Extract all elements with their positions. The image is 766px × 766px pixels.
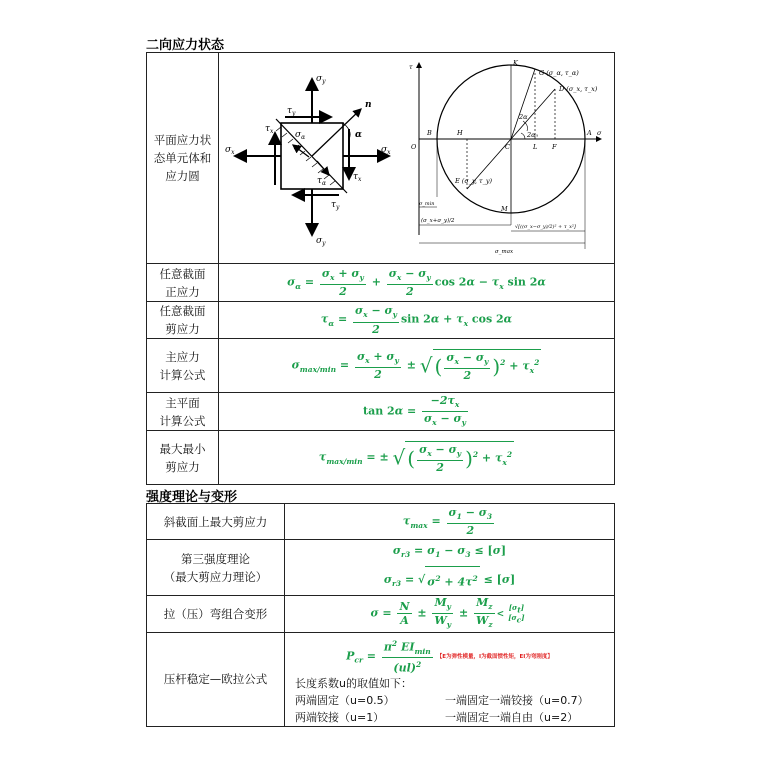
label-tau-x-right: $\tau_x$ [353,172,362,183]
section-title-strength-theory: 强度理论与变形 [146,490,238,505]
label-line: 剪应力 [165,322,200,336]
formula-third-theory: $\sigma_{r3} = \sigma_1 - \sigma_3 \le [\sigma]$ $\sigma_{r3}$ = √ $\sigma^2 + 4\tau^2 \le [\sigma]$ [285,540,615,596]
label-line: 第三强度理论 [181,551,250,566]
label-sigma-y-bottom: $\sigma_y$ [316,236,326,247]
mohr-C: C [505,143,510,151]
row-label-max-min-shear [147,431,219,485]
label-line: （最大剪应力理论） [163,569,268,584]
label-sigma-y: $\sigma_y$ [316,74,326,85]
stress-element-diagram [221,57,396,257]
row-label-principal-plane [147,393,219,431]
label-alpha: α [355,130,362,140]
label-tau-y-bottom: $\tau_y$ [331,200,340,211]
table-row [147,264,615,302]
label-line: 最大最小 [159,441,206,456]
mohr-B: B [427,129,432,137]
mohr-L: L [533,143,538,151]
mohr-sigma-max: σ_max [495,249,514,255]
length-coefficient-block [285,675,614,726]
label-n: n [365,100,372,110]
formula-principal-stress: $\sigma_{max/min}$ = $\frac{\sigma_x + \sigma_y}{2}$ ± √ ( $\frac{\sigma_x - \sigma_y}{2}$ )$^2 + \tau_x^2$ [219,339,615,393]
formula-normal-stress: $\sigma_\alpha$ = $\frac{\sigma_x + \sigma_y}{2}$ + $\frac{\sigma_x - \sigma_y}{2}$ $\cos 2\alpha - \tau_x$ sin 2α [219,264,615,302]
section-title-plane-stress: 二向应力状态 [146,38,225,53]
label-sigma-alpha: $\sigma_\alpha$ [295,130,306,141]
label-line: 态单元体和 [153,151,212,165]
table-row [147,504,615,540]
mohr-radius: √[((σ_x−σ_y)/2)² + τ_x²] [515,224,576,230]
label-sigma-x-right: $\sigma_x$ [381,145,391,156]
mohr-circle-diagram [405,59,605,259]
mohr-K: K [513,59,518,67]
formula-max-shear: $\tau_{max}$ = $\frac{\sigma_1 - \sigma_3}{2}$ [285,504,615,540]
formula-principal-plane: tan 2α = $\frac{-2\tau_x}{\sigma_x - \sigma_y}$ [219,393,615,431]
label-tau-y: $\tau_y$ [287,106,296,117]
mohr-sigma-axis: σ [597,129,602,137]
table-row [147,596,615,632]
mohr-G: G (σ_α, τ_α) [539,69,579,77]
label-tau-alpha: $\tau_\alpha$ [317,176,327,187]
row-label-third-theory [147,540,285,596]
case-pinned-pinned: 两端铰接（u=1） [295,711,385,725]
case-fixed-fixed: 两端固定（u=0.5） [295,694,395,708]
label-line: 计算公式 [159,413,206,428]
label-line: 任意截面 [159,266,206,281]
table-row [147,632,615,727]
strength-theory-table [146,503,615,727]
label-line: 主应力 [165,349,200,364]
formula-max-min-shear: $\tau_{max/min}$ = ± √ ( $\frac{\sigma_x - \sigma_y}{2}$ )$^2 + \tau_x^2$ [219,431,615,485]
label-line: 任意截面 [159,304,206,318]
diagram-cell [219,53,615,264]
row-label-principal-stress [147,339,219,393]
row-label-shear-stress [147,302,219,339]
table-row [147,393,615,431]
mohr-2alpha0: 2α₀ [527,131,539,139]
row-label-element-mohr [147,53,219,264]
table-row [147,431,615,485]
label-line: 平面应力状 [153,133,212,147]
row-label-normal-stress [147,264,219,302]
euler-cell [285,632,615,727]
label-line: 主平面 [165,395,200,410]
mohr-2alpha: 2α [519,113,528,121]
label-line: 计算公式 [159,367,206,382]
case-fixed-free: 一端固定一端自由（u=2） [445,711,579,725]
formula-shear-stress: $\tau_\alpha$ = $\frac{\sigma_x - \sigma_y}{2}$ $\sin 2\alpha + \tau_x$ cos 2α [219,302,615,339]
mohr-O: O [411,143,417,151]
mohr-D: D (σ_x, τ_x) [559,85,598,93]
row-label-euler: 压杆稳定—欧拉公式 [147,632,285,727]
euler-note: 【E为弹性模量，I为截面惯性矩，EI为弯刚度】 [436,653,553,660]
row-label-max-shear-inclined: 斜截面上最大剪应力 [147,504,285,540]
mohr-M: M [501,205,508,213]
mohr-H: H [457,129,463,137]
table-row [147,540,615,596]
table-row [147,53,615,264]
table-row [147,339,615,393]
label-line: 剪应力 [165,459,200,474]
mohr-center: (σ_x+σ_y)/2 [421,218,455,224]
formula-euler: $P_{cr}$ = $\frac{\pi^2 EI_{min}}{(ul)^2}$ 【E为弹性模量，I为截面惯性矩，EI为弯刚度】 [346,638,553,676]
case-fixed-pinned: 一端固定一端铰接（u=0.7） [445,694,589,708]
row-label-combined-deformation: 拉（压）弯组合变形 [147,596,285,632]
mohr-E: E (σ_y, τ_y) [455,177,493,185]
label-sigma-x-left: $\sigma_x$ [225,145,235,156]
mohr-tau-axis: τ [409,63,413,71]
table-row [147,302,615,339]
formula-combined-deformation: σ = $\frac{N}{A}$ ± $\frac{M_y}{W_y}$ ± $\frac{M_z}{W_z}$ < $[\sigma_t]$ $[\sigma_c]$ [285,596,615,632]
mohr-F: F [552,143,557,151]
mohr-sigma-min: σ_min [419,201,435,207]
mohr-A: A [587,129,592,137]
coef-title: 长度系数u的取值如下： [295,677,412,691]
label-line: 应力圆 [165,169,200,183]
plane-stress-table [146,52,615,485]
label-line: 正应力 [165,284,200,299]
label-tau-x-left: $\tau_x$ [265,124,274,135]
